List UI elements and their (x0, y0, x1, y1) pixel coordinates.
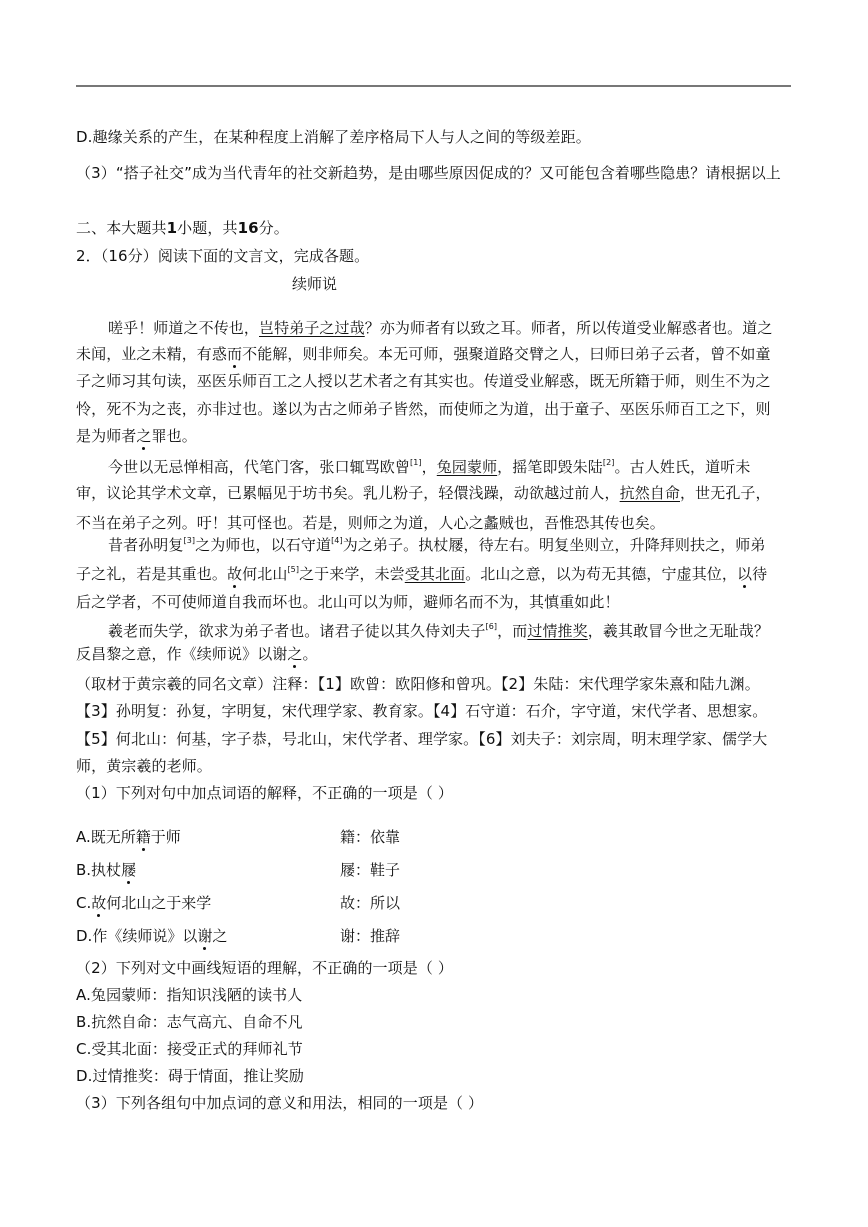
subq2-option-d: D.过情推奖：碍于情面，推让奖励 (76, 1067, 304, 1085)
subq1-option-c (76, 893, 211, 913)
underlined-phrase: 兔园蒙师 (436, 458, 498, 476)
para1-text: 嗟乎！师道之不传也， (108, 319, 260, 337)
para3-text: 待 (752, 565, 768, 583)
dotted-word: 而 (227, 345, 243, 363)
section-heading-b: 小题，共 (177, 219, 238, 237)
para1-line5 (76, 426, 796, 446)
para2-text: 今世以无忌惮相高，代笔门客，张口辄骂欧曾 (108, 458, 411, 476)
dotted-word: 之 (136, 427, 152, 445)
subq1-option-a (76, 827, 181, 847)
footnote-ref: [1] (410, 458, 422, 467)
para1-line2 (76, 344, 796, 364)
passage-title: 续师说 (292, 275, 338, 293)
para4-text: 羲老而失学，欲求为弟子者也。诸君子徒以其久侍刘夫子 (108, 622, 486, 640)
question-count: 1 (166, 219, 178, 237)
dotted-word: 屦 (121, 861, 137, 879)
para4-text: ，羲其敢冒今世之无耻哉？ (587, 622, 769, 640)
option-text: 之 (212, 927, 228, 945)
para4-line2 (76, 644, 796, 664)
underlined-phrase: 过情推奖 (527, 622, 588, 640)
subq2-option-c: C.受其北面：接受正式的拜师礼节 (76, 1040, 303, 1058)
dotted-word: 以 (737, 565, 753, 583)
option-text: B.执杖 (76, 861, 122, 879)
option-text: A.既无所 (76, 828, 136, 846)
subq1-answer-d: 谢：推辞 (340, 927, 401, 945)
para2-line3: 不当在弟子之列。吁！其可怪也。若是，则师之为道，人心之蠡贼也，吾惟恐其传也矣。 (76, 514, 665, 532)
footnote-ref: [4] (331, 536, 343, 545)
subq2-option-b: B.抗然自命：志气高亢、自命不凡 (76, 1013, 303, 1031)
section-heading-a: 二、本大题共 (76, 219, 167, 237)
subquestion-2-stem: （2）下列对文中画线短语的理解，不正确的一项是（ ） (76, 959, 453, 977)
para3-line2 (76, 564, 796, 584)
para2-text: ， (421, 458, 437, 476)
para4-line1 (108, 621, 828, 641)
option-d-text: D.趣缘关系的产生，在某种程度上消解了差序格局下人与人之间的等级差距。 (76, 128, 591, 146)
section-heading-c: 分。 (258, 219, 289, 237)
subq1-option-b (76, 860, 136, 880)
para2-text: ，世无孔子， (680, 484, 771, 502)
dotted-word: 故 (91, 894, 107, 912)
notes-line4: 师，黄宗羲的老师。 (76, 757, 212, 775)
para4-text: 。 (302, 645, 318, 663)
para3-text: 为之弟子。执杖屦，待左右。明复坐则立，升降拜则扶之，师弟 (342, 536, 766, 554)
dotted-word: 籍 (135, 828, 151, 846)
footnote-ref: [2] (602, 458, 615, 467)
para3-text: 子之礼，若是其重也。 (76, 565, 228, 583)
score-total: 16 (237, 219, 259, 237)
para3-text: 何北山 (242, 565, 288, 583)
question-2-stem: 2．（16分）阅读下面的文言文，完成各题。 (76, 247, 370, 265)
para3-text: 。北山之意，以为苟无其德，宁虚其位， (465, 565, 737, 583)
option-text: 于师 (150, 828, 181, 846)
option-text: D.作《续师说》以 (76, 927, 198, 945)
question-3-text: （3）“搭子社交”成为当代青年的社交新趋势，是由哪些原因促成的？又可能包含着哪些隐患？请根据以上 (76, 164, 781, 182)
notes-line3: 【5】何北山：何基，字子恭，号北山，宋代学者、理学家。【6】刘夫子：刘宗周，明末理学家、儒学大 (76, 730, 768, 748)
para1-text: 未闻，业之未精，有惑 (76, 345, 228, 363)
para4-text: 反昌黎之意，作《续师说》以谢 (76, 645, 288, 663)
para4-text: ，而 (497, 622, 528, 640)
para1-text: 不能解，则非师矣。本无可师，强聚道路交臂之人，曰师曰弟子云者，曾不如童 (242, 345, 771, 363)
para3-line1 (108, 535, 828, 555)
para3-text: 之于来学，未尝 (299, 565, 405, 583)
footnote-ref: [5] (287, 565, 300, 574)
subquestion-1-stem: （1）下列对句中加点词语的解释，不正确的一项是（ ） (76, 784, 453, 802)
underlined-phrase: 岂特弟子之过哉 (259, 319, 365, 337)
subquestion-3-stem: （3）下列各组句中加点词的意义和用法，相同的一项是（ ） (76, 1094, 484, 1112)
dotted-word: 之 (287, 645, 303, 663)
notes-line1: （取材于黄宗羲的同名文章）注释：【1】欧曾：欧阳修和曾巩。【2】朱陆：宋代理学家朱熹和陆九渊。 (76, 675, 760, 693)
para1-line1 (108, 318, 828, 338)
footnote-ref: [6] (485, 622, 498, 631)
para2-line1 (108, 457, 828, 477)
option-text: C. (76, 894, 92, 912)
underlined-phrase: 受其北面 (404, 565, 466, 583)
notes-line2: 【3】孙明复：孙复，字明复，宋代理学家、教育家。【4】石守道：石介，字守道，宋代学者、思想家。 (76, 702, 768, 720)
subq1-answer-a: 籍：依靠 (340, 828, 401, 846)
para1-text: 罪也。 (151, 427, 197, 445)
subq1-answer-b: 屦：鞋子 (340, 861, 401, 879)
section-heading (76, 218, 796, 238)
para1-line4: 怜，死不为之丧，亦非过也。遂以为古之师弟子皆然，而使师之为道，出于童子、巫医乐师百工之下，则 (76, 400, 771, 418)
subq1-option-d (76, 926, 227, 946)
para2-text: ，摇笔即毁朱陆 (497, 458, 603, 476)
para2-line2 (76, 483, 796, 503)
dotted-word: 故 (227, 565, 243, 583)
option-text: 何北山之于来学 (106, 894, 212, 912)
para3-line3: 后之学者，不可使师道自我而坏也。北山可以为师，避师名而不为，其慎重如此！ (76, 593, 620, 611)
para3-text: 之为师也，以石守道 (195, 536, 332, 554)
para3-text: 昔者孙明复 (108, 536, 184, 554)
para1-text: 是为师者 (76, 427, 137, 445)
para1-line3: 子之师习其句读，巫医乐师百工之人授以艺术者之有其实也。传道受业解惑，既无所籍于师，则生不为之 (76, 372, 771, 390)
dotted-word: 谢 (197, 927, 213, 945)
footnote-ref: [3] (183, 536, 196, 545)
subq1-answer-c: 故：所以 (340, 894, 401, 912)
underlined-phrase: 抗然自命 (619, 484, 681, 502)
header-rule (76, 85, 791, 87)
para2-text: 审，议论其学术文章，已累幅见于坊书矣。乳儿粉子，轻儇浅躁，动欲越过前人， (76, 484, 620, 502)
subq2-option-a: A.兔园蒙师：指知识浅陋的读书人 (76, 986, 303, 1004)
para2-text: 。古人姓氏，道听未 (614, 458, 751, 476)
para1-text: ？亦为师者有以致之耳。师者，所以传道受业解惑者也。道之 (364, 319, 773, 337)
